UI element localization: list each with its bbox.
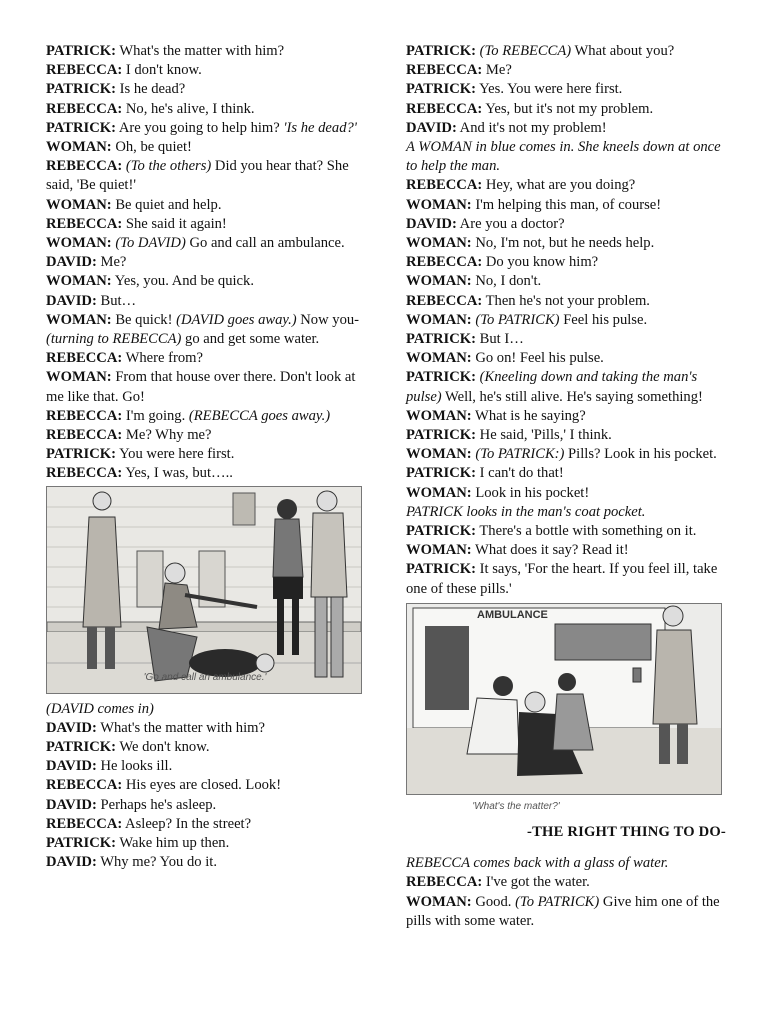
speaker-name: WOMAN: [406,407,472,424]
dialogue-line [406,560,726,598]
speaker-name: WOMAN: [46,139,112,156]
dialogue-line [406,272,726,291]
speaker-name: PATRICK: [406,331,476,348]
dialogue-line [406,503,726,522]
dialogue-line [46,757,364,776]
speaker-name: DAVID: [46,758,97,775]
dialogue-line [406,893,726,931]
speaker-name: WOMAN: [406,273,472,290]
dialogue-line [46,61,364,80]
dialogue-text: Feel his pulse. [559,311,648,328]
dialogue-line [46,349,364,368]
dialogue-text: Wake him up then. [116,835,230,852]
ambulance-scene-drawing [407,604,721,794]
speaker-name: REBECCA: [46,815,123,832]
dialogue-text: Hey, what are you doing? [482,177,636,194]
dialogue-line [406,234,726,253]
stage-direction: (To the others) [122,158,212,175]
dialogue-line [46,834,364,853]
speaker-name: WOMAN: [46,196,112,213]
dialogue-text: But I… [476,331,524,348]
dialogue-line [406,522,726,541]
speaker-name: DAVID: [46,796,97,813]
stage-direction: (turning to REBECCA) [46,331,182,348]
stage-direction: (Kneeling down and taking the man's pulse) [406,369,698,405]
dialogue-line [46,138,364,157]
left-column [46,42,364,873]
stage-direction: A WOMAN in blue comes in. She kneels down at once to help the man. [406,139,721,175]
dialogue-block [46,700,364,873]
dialogue-text: Me? [96,254,127,271]
dialogue-text: go and get some water. [181,331,320,348]
dialogue-line [406,541,726,560]
dialogue-text: What does it say? Read it! [471,542,629,559]
speaker-name: PATRICK: [406,427,476,444]
speaker-name: REBECCA: [46,158,123,175]
dialogue-text: She said it again! [122,215,227,232]
dialogue-line [46,719,364,738]
dialogue-line [46,100,364,119]
dialogue-line [46,42,364,61]
dialogue-line [406,196,726,215]
dialogue-text: Then he's not your problem. [482,292,650,309]
dialogue-line [46,464,364,483]
dialogue-text: It says, 'For the heart. If you feel ill, take one of these pills.' [406,561,718,597]
stage-direction: (To REBECCA) [479,43,572,59]
dialogue-line [406,349,726,368]
dialogue-line [46,196,364,215]
dialogue-text: There's a bottle with something on it. [476,523,697,540]
speaker-name: DAVID: [46,292,97,309]
speaker-name: REBECCA: [406,100,483,117]
stage-direction: (DAVID comes in) [46,700,154,717]
dialogue-line [406,292,726,311]
dialogue-text: I can't do that! [476,465,564,482]
dialogue-text: Are you going to help him? [116,119,284,136]
dialogue-line [406,253,726,272]
dialogue-text: What is he saying? [471,407,586,424]
dialogue-line [406,119,726,138]
speaker-name: DAVID: [406,119,457,136]
stage-direction: (To DAVID) [111,235,186,252]
stage-direction: (To PATRICK) [515,893,600,910]
dialogue-text: We don't know. [116,739,210,756]
dialogue-text: Is he dead? [116,81,186,98]
dialogue-text: Asleep? In the street? [122,815,252,832]
dialogue-text: And it's not my problem! [456,119,607,136]
speaker-name: REBECCA: [46,777,123,794]
speaker-name: PATRICK: [406,561,476,578]
dialogue-text: I'm going. [122,407,189,424]
stage-direction: (To PATRICK:) [475,446,565,463]
dialogue-text: Yes. You were here first. [476,81,623,98]
dialogue-line [406,176,726,195]
dialogue-text: Why me? You do it. [96,854,217,871]
dialogue-text: No, he's alive, I think. [122,100,255,117]
speaker-name: WOMAN: [406,484,472,501]
dialogue-text: Me? Why me? [122,427,212,444]
speaker-name: REBECCA: [46,62,123,79]
speaker-name: REBECCA: [406,177,483,194]
dialogue-text: Oh, be quiet! [111,139,192,156]
dialogue-text: Look in his pocket! [471,484,590,501]
dialogue-line [46,853,364,872]
dialogue-text: But… [96,292,137,309]
stage-direction: PATRICK looks in the man's coat pocket. [406,503,646,520]
speaker-name: WOMAN: [406,350,472,367]
right-column [406,42,726,931]
dialogue-text: No, I don't. [471,273,542,290]
speaker-name: DAVID: [46,854,97,871]
speaker-name: WOMAN: [46,369,112,386]
speaker-name: WOMAN: [46,235,112,252]
dialogue-text: Me? [482,62,512,79]
dialogue-line [406,407,726,426]
dialogue-line [406,445,726,464]
speaker-name: PATRICK: [406,43,476,59]
speaker-name: WOMAN: [406,542,472,559]
speaker-name: REBECCA: [46,407,123,424]
dialogue-line [406,873,726,892]
dialogue-line [406,854,726,873]
dialogue-text: Be quiet and help. [111,196,222,213]
speaker-name: REBECCA: [406,874,483,891]
dialogue-text: What about you? [571,43,675,59]
dialogue-text: Well, he's still alive. He's saying something! [441,388,703,405]
speaker-name: PATRICK: [46,446,116,463]
dialogue-line [46,253,364,272]
dialogue-text: Give him one of the pills with some water. [406,893,720,929]
section-title: -THE RIGHT THING TO DO- [527,823,726,840]
speaker-name: PATRICK: [46,119,116,136]
stage-direction: (DAVID goes away.) [176,311,297,328]
speaker-name: WOMAN: [406,235,472,252]
speaker-name: DAVID: [406,215,457,232]
dialogue-line [46,776,364,795]
dialogue-line [406,138,726,176]
dialogue-line [406,368,726,406]
dialogue-line [46,407,364,426]
dialogue-text: I don't know. [122,62,202,79]
speaker-name: PATRICK: [406,369,476,386]
dialogue-text: Be quick! [111,311,177,328]
speaker-name: PATRICK: [46,835,116,852]
speaker-name: PATRICK: [406,465,476,482]
dialogue-text: Perhaps he's asleep. [96,796,217,813]
speaker-name: WOMAN: [406,311,472,328]
dialogue-line [46,272,364,291]
speaker-name: WOMAN: [406,196,472,213]
dialogue-line [406,80,726,99]
illustration-street-scene [46,486,362,694]
dialogue-text: From that house over there. Don't look at me like that. Go! [46,369,356,405]
dialogue-line [46,80,364,99]
dialogue-text: Do you know him? [482,254,599,271]
dialogue-text: Where from? [122,350,203,367]
speaker-name: DAVID: [46,254,97,271]
dialogue-text: You were here first. [116,446,235,463]
dialogue-text: Yes, you. And be quick. [111,273,254,290]
dialogue-text: Did you hear that? She said, 'Be quiet!' [46,158,349,194]
dialogue-line [406,464,726,483]
dialogue-line [46,815,364,834]
ambulance-sign: AMBULANCE [477,608,548,621]
street-scene-drawing [47,487,361,693]
dialogue-text: I'm helping this man, of course! [471,196,662,213]
speaker-name: REBECCA: [46,350,123,367]
speaker-name: WOMAN: [46,273,112,290]
dialogue-line [406,215,726,234]
speaker-name: REBECCA: [46,465,123,482]
dialogue-line [406,42,726,61]
stage-direction: REBECCA comes back with a glass of water. [406,855,669,872]
speaker-name: WOMAN: [46,311,112,328]
dialogue-line [46,426,364,445]
illustration-ambulance-scene [406,603,722,795]
dialogue-text: Now you- [296,311,360,328]
dialogue-text: Good. [471,893,516,910]
speaker-name: REBECCA: [406,292,483,309]
dialogue-line [46,311,364,349]
dialogue-line [46,796,364,815]
stage-direction: (To PATRICK) [475,311,560,328]
speaker-name: DAVID: [46,719,97,736]
dialogue-line [406,330,726,349]
dialogue-line [46,368,364,406]
dialogue-line [46,119,364,138]
dialogue-text: Go on! Feel his pulse. [471,350,604,367]
speaker-name: REBECCA: [46,215,123,232]
dialogue-line [46,215,364,234]
speaker-name: REBECCA: [46,427,123,444]
dialogue-line [46,292,364,311]
speaker-name: REBECCA: [46,100,123,117]
dialogue-line [46,157,364,195]
dialogue-text: He said, 'Pills,' I think. [476,427,612,444]
dialogue-text: Go and call an ambulance. [185,235,345,252]
dialogue-text: Pills? Look in his pocket. [564,446,717,463]
dialogue-text: Yes, I was, but….. [122,465,233,482]
speaker-name: PATRICK: [406,523,476,540]
dialogue-text: What's the matter with him? [96,719,265,736]
dialogue-text: Are you a doctor? [456,215,565,232]
dialogue-line [406,100,726,119]
dialogue-text: He looks ill. [96,758,173,775]
speaker-name: REBECCA: [406,254,483,271]
dialogue-text: No, I'm not, but he needs help. [471,235,655,252]
dialogue-text: Yes, but it's not my problem. [482,100,654,117]
dialogue-line [406,484,726,503]
stage-direction: 'Is he dead?' [283,119,357,136]
dialogue-line [406,61,726,80]
figure-caption: 'What's the matter?' [472,800,560,812]
stage-direction: (REBECCA goes away.) [188,407,331,424]
dialogue-block [406,854,726,931]
figure-caption: 'Go and call an ambulance.' [143,671,267,683]
speaker-name: WOMAN: [406,446,472,463]
dialogue-line [46,738,364,757]
dialogue-line [406,426,726,445]
speaker-name: PATRICK: [406,81,476,98]
speaker-name: PATRICK: [46,81,116,98]
dialogue-line [46,700,364,719]
speaker-name: REBECCA: [406,62,483,79]
speaker-name: PATRICK: [46,739,116,756]
speaker-name: PATRICK: [46,43,116,59]
dialogue-text: What's the matter with him? [116,43,285,59]
dialogue-text: I've got the water. [482,874,590,891]
dialogue-line [46,445,364,464]
dialogue-block [406,42,726,599]
dialogue-line [406,311,726,330]
dialogue-text: His eyes are closed. Look! [122,777,282,794]
speaker-name: WOMAN: [406,893,472,910]
dialogue-block [46,42,364,484]
dialogue-line [46,234,364,253]
